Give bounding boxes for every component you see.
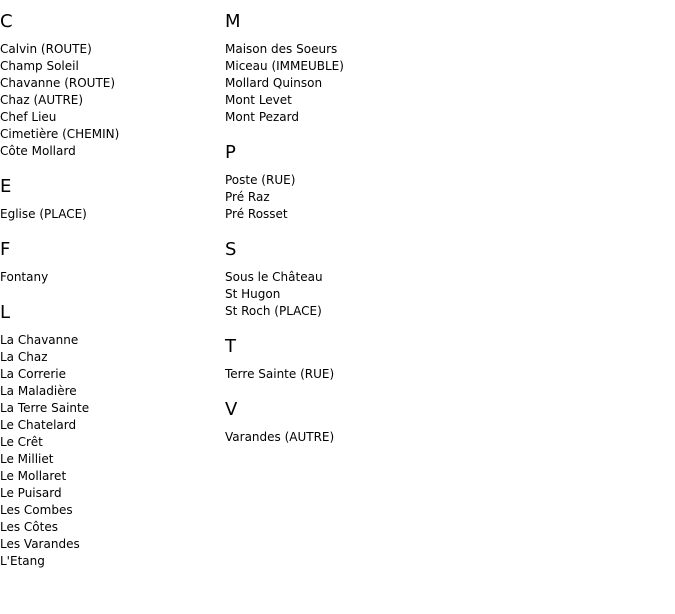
letter-heading: V [225, 399, 238, 420]
street-link[interactable]: L'Etang [0, 554, 45, 568]
letter-section-f [0, 239, 220, 286]
street-link[interactable]: Fontany [0, 270, 49, 284]
letter-heading: C [0, 11, 13, 32]
street-link[interactable]: St Roch (PLACE) [225, 304, 322, 318]
street-link[interactable]: Pré Raz [225, 190, 270, 204]
street-link[interactable]: Pré Rosset [225, 207, 288, 221]
street-link[interactable]: Le Milliet [0, 452, 54, 466]
street-link[interactable]: Le Crêt [0, 435, 43, 449]
street-link[interactable]: Chaz (AUTRE) [0, 93, 84, 107]
street-link[interactable]: Miceau (IMMEUBLE) [225, 59, 344, 73]
street-link[interactable]: Sous le Château [225, 270, 323, 284]
street-link[interactable]: La Chavanne [0, 333, 79, 347]
street-link[interactable]: St Hugon [225, 287, 281, 301]
street-link[interactable]: La Correrie [0, 367, 66, 381]
street-link[interactable]: Les Combes [0, 503, 73, 517]
letter-heading: M [225, 11, 241, 32]
street-link[interactable]: Cimetière (CHEMIN) [0, 127, 120, 141]
letter-heading: E [0, 176, 12, 197]
letter-heading: F [0, 239, 11, 260]
letter-section-c [0, 11, 220, 160]
street-link[interactable]: Le Puisard [0, 486, 62, 500]
street-link[interactable]: Le Mollaret [0, 469, 67, 483]
street-link[interactable]: Côte Mollard [0, 144, 76, 158]
letter-section-l [0, 302, 220, 570]
letter-heading: P [225, 142, 236, 163]
letter-section-p [225, 142, 525, 223]
letter-section-s [225, 239, 525, 320]
street-link[interactable]: Les Côtes [0, 520, 58, 534]
letter-section-v [225, 399, 525, 446]
letter-heading: L [0, 302, 11, 323]
street-link[interactable]: Les Varandes [0, 537, 80, 551]
letter-heading: S [225, 239, 237, 260]
street-index-left-column [0, 11, 220, 586]
letter-section-m [225, 11, 525, 126]
street-link[interactable]: Chef Lieu [0, 110, 57, 124]
street-link[interactable]: Chavanne (ROUTE) [0, 76, 116, 90]
street-link[interactable]: Champ Soleil [0, 59, 79, 73]
street-link[interactable]: Maison des Soeurs [225, 42, 338, 56]
letter-heading: T [225, 336, 236, 357]
street-link[interactable]: Poste (RUE) [225, 173, 296, 187]
letter-section-t [225, 336, 525, 383]
street-link[interactable]: Eglise (PLACE) [0, 207, 87, 221]
street-link[interactable]: La Chaz [0, 350, 48, 364]
street-link[interactable]: La Maladière [0, 384, 77, 398]
street-link[interactable]: La Terre Sainte [0, 401, 90, 415]
street-link[interactable]: Varandes (AUTRE) [225, 430, 335, 444]
street-link[interactable]: Terre Sainte (RUE) [225, 367, 335, 381]
street-index-right-column [225, 11, 525, 462]
letter-section-e [0, 176, 220, 223]
street-link[interactable]: Le Chatelard [0, 418, 77, 432]
street-link[interactable]: Calvin (ROUTE) [0, 42, 92, 56]
street-link[interactable]: Mont Levet [225, 93, 292, 107]
street-link[interactable]: Mollard Quinson [225, 76, 323, 90]
street-link[interactable]: Mont Pezard [225, 110, 300, 124]
